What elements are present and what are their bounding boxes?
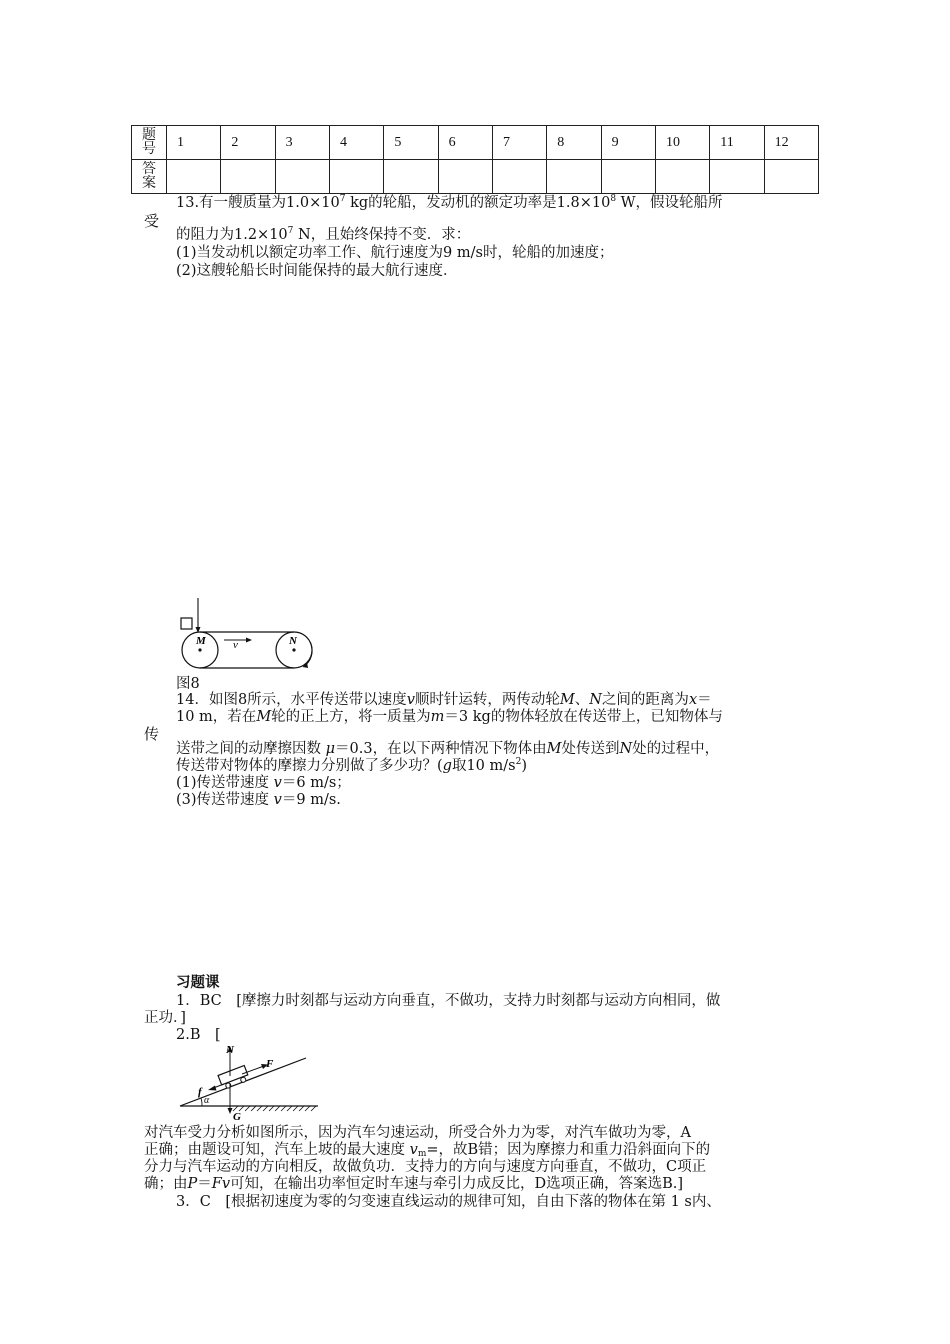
block-icon (181, 618, 192, 629)
table-cell-number: 1 (167, 126, 221, 160)
q14-line4: 传送带对物体的摩擦力分别做了多少功？(g取10 $m/s^2$) (176, 757, 527, 774)
table-cell-number: 3 (275, 126, 329, 160)
table-answer-label: 答 案 (132, 160, 167, 194)
rotation-arrow-icon (303, 642, 312, 667)
table-cell-number: 12 (764, 126, 818, 160)
q14-line3: 送带之间的动摩擦因数 μ＝0.3，在以下两种情况下物体由M处传送到N处的过程中， (176, 741, 720, 757)
answer-cell[interactable] (601, 160, 655, 194)
figure8-caption: 图8 (176, 676, 200, 692)
table-cell-number: 6 (438, 126, 492, 160)
label-v: v (233, 639, 238, 651)
q13-line4: (2)这艘轮船长时间能保持的最大航行速度． (176, 263, 458, 279)
table-header-label: 题 号 (132, 126, 167, 160)
table-row-numbers (132, 126, 819, 160)
table-cell-number: 8 (547, 126, 601, 160)
q14-line5: (1)传送带速度 v＝6 m/s； (176, 775, 351, 791)
answer2-line3: 正确；由题设可知，汽车上坡的最大速度 $v_m=$，故B错；因为摩擦力和重力沿斜面向下的 (144, 1142, 711, 1159)
answer-cell[interactable] (438, 160, 492, 194)
answer-cell[interactable] (764, 160, 818, 194)
table-cell-number: 2 (221, 126, 275, 160)
answer-cell[interactable] (384, 160, 438, 194)
table-cell-number: 5 (384, 126, 438, 160)
answer1-line1: 1．BC [摩擦力时刻都与运动方向垂直，不做功，支持力时刻都与运动方向相同，做 (176, 993, 721, 1009)
q13-side-char: 受 (144, 212, 160, 230)
label-n-force: N (226, 1044, 234, 1056)
table-row-answers (132, 160, 819, 194)
label-g: G (233, 1111, 241, 1122)
table-cell-number: 10 (655, 126, 709, 160)
answer1-line2: 正功．] (144, 1010, 186, 1026)
label-f-traction: F (266, 1058, 274, 1070)
answer-cell[interactable] (655, 160, 709, 194)
answer-table (131, 125, 819, 194)
q14-side-char: 传 (144, 725, 160, 743)
table-cell-number: 11 (710, 126, 764, 160)
label-m: M (196, 635, 206, 647)
answer2-line5: 确；由P＝Fv可知，在输出功率恒定时车速与牵引力成反比，D选项正确，答案选B.] (144, 1176, 684, 1192)
table-cell-number: 4 (329, 126, 383, 160)
table-cell-number: 7 (492, 126, 546, 160)
q14-line1: 14．如图8所示，水平传送带以速度v顺时针运转，两传动轮M、N之间的距离为x＝ (176, 692, 712, 708)
q14-line6: (3)传送带速度 v＝9 m/s. (176, 792, 341, 808)
answer-cell[interactable] (167, 160, 221, 194)
answer-cell[interactable] (275, 160, 329, 194)
answer-cell[interactable] (710, 160, 764, 194)
answer2-line4: 分力与汽车运动的方向相反，故做负功．支持力的方向与速度方向垂直，不做功，C项正 (144, 1159, 707, 1175)
answer-cell[interactable] (221, 160, 275, 194)
q13-line1: 13.有一艘质量为$1.0\times 10^7$ kg的轮船，发动机的额定功率是$1.8\times 10^8$ W，假设轮船所 (176, 194, 723, 211)
table-cell-number: 9 (601, 126, 655, 160)
answer-cell[interactable] (329, 160, 383, 194)
label-alpha: α (204, 1095, 210, 1106)
answer-cell[interactable] (492, 160, 546, 194)
answer3-line1: 3．C [根据初速度为零的匀变速直线运动的规律可知，自由下落的物体在第 1 s内、 (176, 1194, 721, 1210)
answer-cell[interactable] (547, 160, 601, 194)
label-f-friction: f (198, 1086, 202, 1098)
answers-heading: 习题课 (176, 975, 220, 991)
q13-line3: (1)当发动机以额定功率工作、航行速度为9 m/s时，轮船的加速度； (176, 245, 614, 261)
incline-force-diagram (178, 1040, 320, 1122)
answer2-line1: 2.B [ (176, 1027, 221, 1043)
conveyor-belt-figure (176, 596, 321, 674)
label-n: N (289, 635, 297, 647)
q14-line2: 10 m，若在M轮的正上方，将一质量为m＝3 kg的物体轻放在传送带上，已知物体与 (176, 709, 723, 725)
answer2-line2: 对汽车受力分析如图所示，因为汽车匀速运动，所受合外力为零，对汽车做功为零，A (144, 1125, 691, 1141)
q13-line2: 的阻力为$1.2\times 10^7$ N，且始终保持不变．求： (176, 226, 471, 243)
